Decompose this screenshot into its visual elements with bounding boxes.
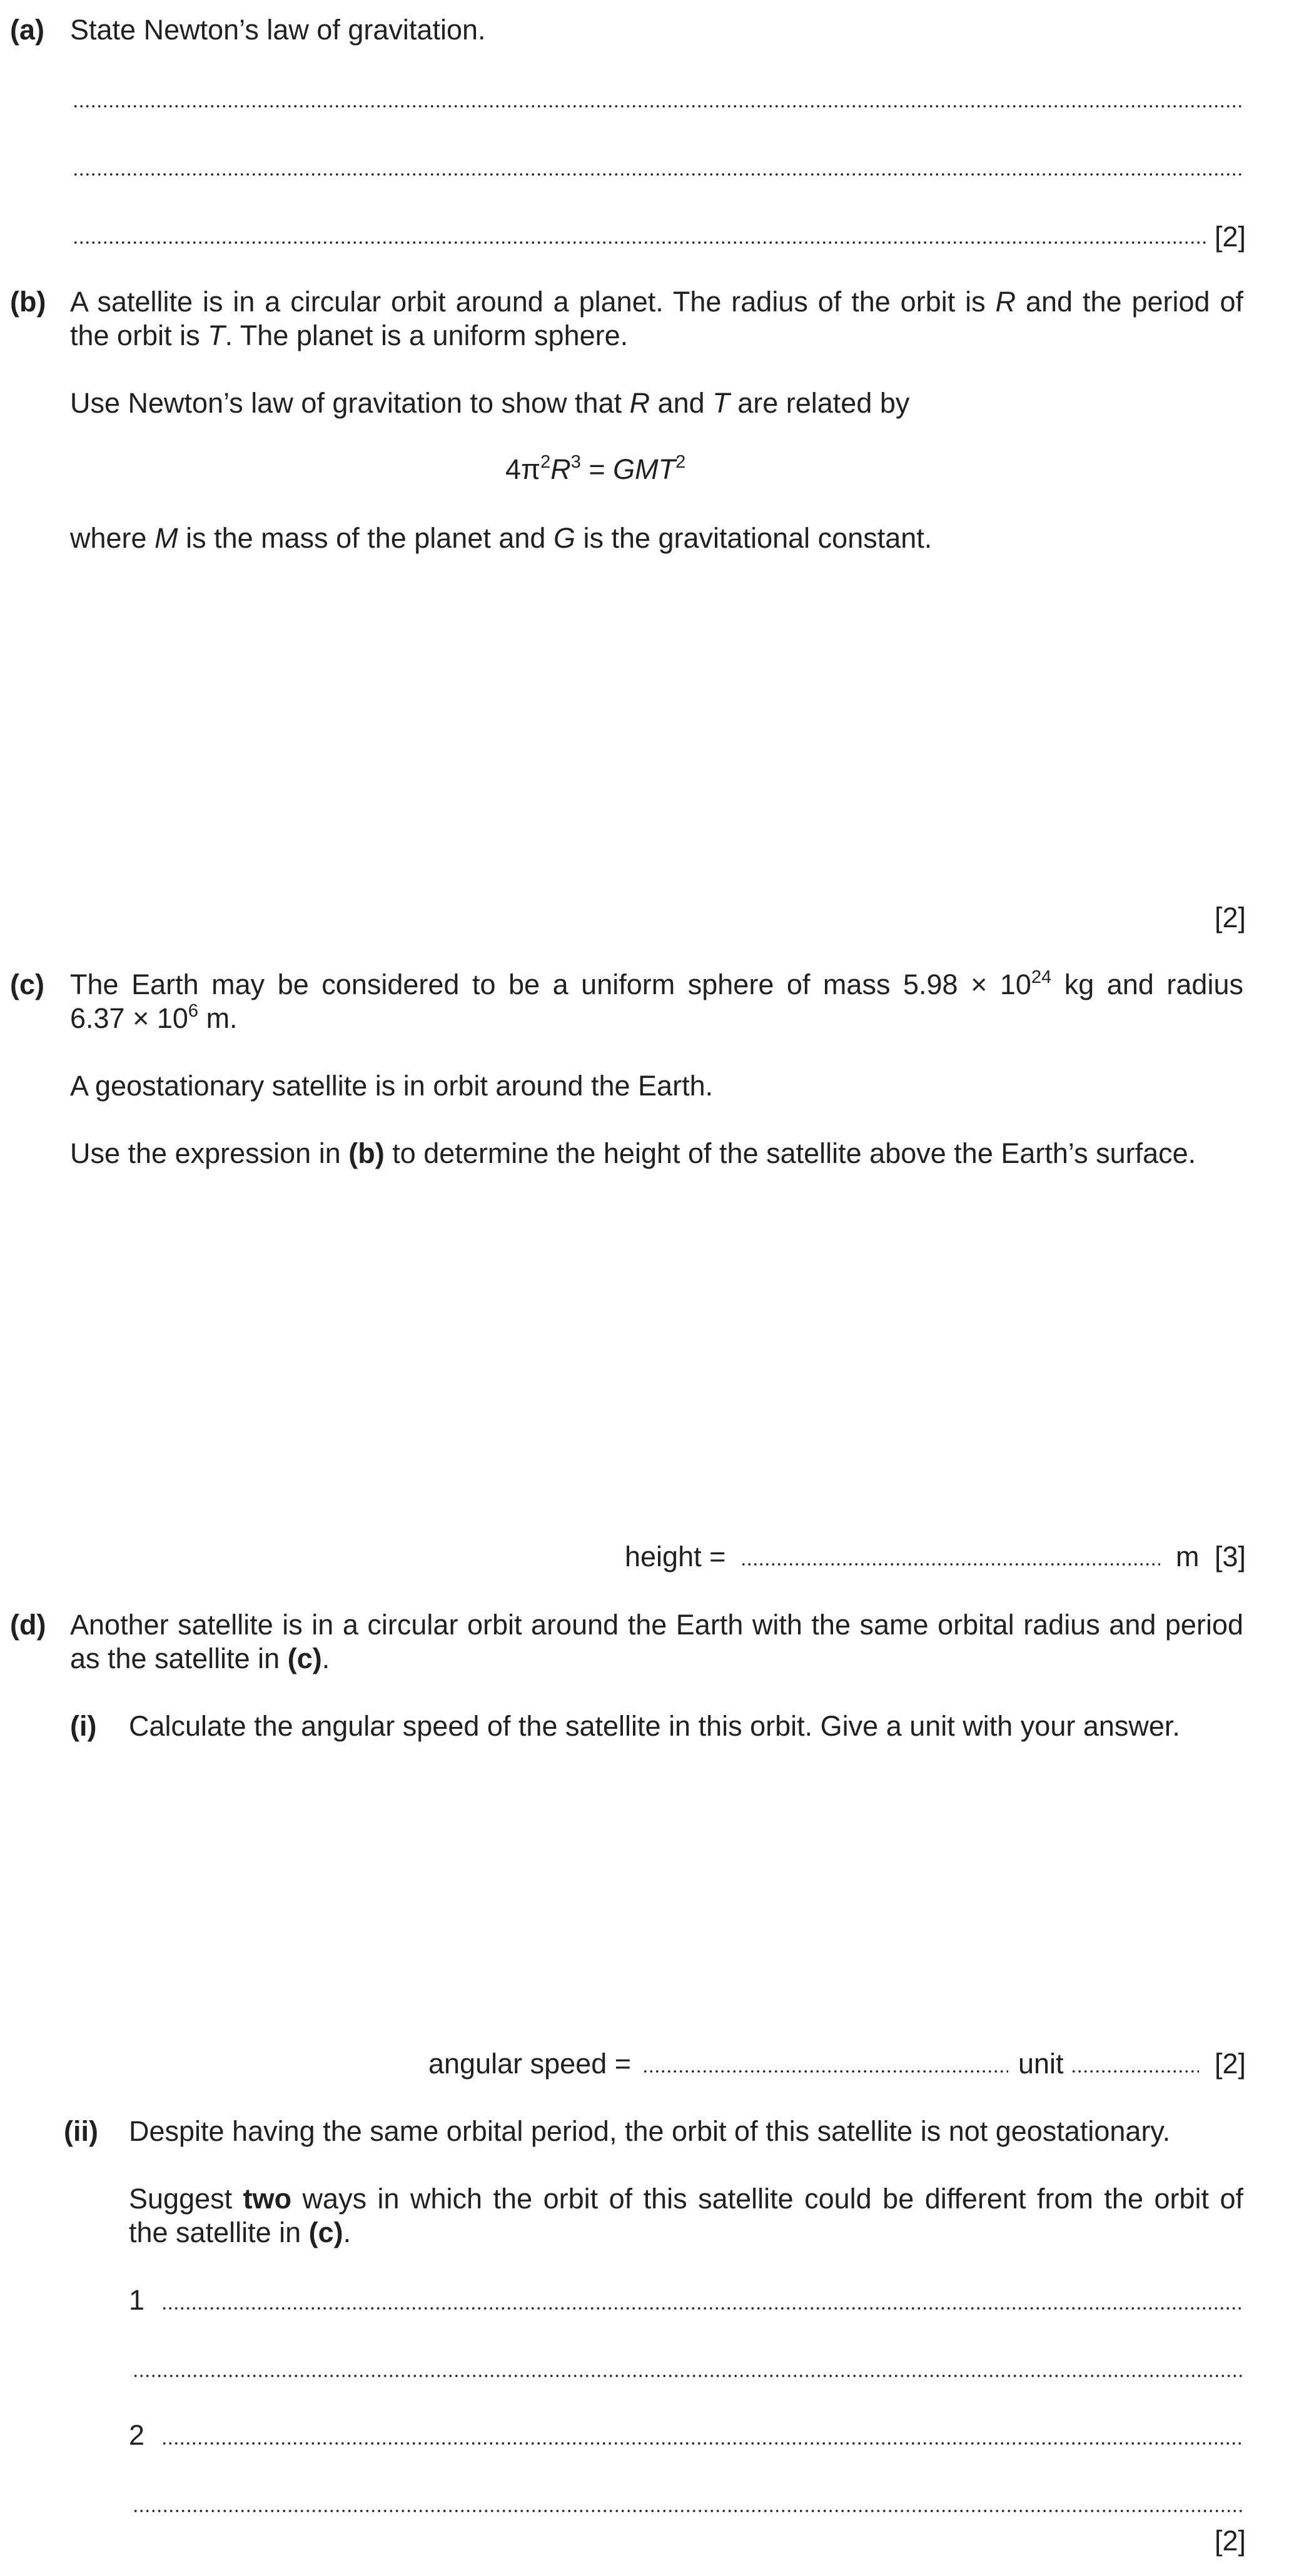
part-d-line-2: as the satellite in (c). xyxy=(70,1643,330,1674)
height-unit: m xyxy=(1176,1541,1200,1572)
part-c-line-2: $6.37 \times 10^6$ m. xyxy=(70,1001,238,1034)
part-d-label: (d) xyxy=(10,1609,46,1641)
answer-line-d-ii-2a[interactable] xyxy=(161,2442,1243,2445)
angular-speed-label: angular speed = xyxy=(428,2048,632,2080)
part-b-where-text: where M is the mass of the planet and G is the gravitational constant. xyxy=(70,522,932,554)
part-b-marks: [2] xyxy=(1215,902,1246,933)
part-a-label: (a) xyxy=(10,14,44,46)
part-d-i-marks: [2] xyxy=(1215,2048,1246,2080)
part-d-ii-marks: [2] xyxy=(1215,2525,1246,2557)
unit-label: unit xyxy=(1018,2048,1064,2080)
part-b-line-2: the orbit is T. The planet is a uniform sphere. xyxy=(70,319,629,351)
part-c-label: (c) xyxy=(10,969,44,1000)
answer-line-d-ii-2b[interactable] xyxy=(133,2509,1243,2513)
part-c-use-text: Use the expression in (b) to determine the height of the satellite above the Earth’s surface. xyxy=(70,1137,1196,1169)
answer-line-a-2[interactable] xyxy=(73,173,1243,176)
part-c-geo-text: A geostationary satellite is in orbit around the Earth. xyxy=(70,1070,714,1102)
part-d-ii-suggest-line-2: the satellite in (c). xyxy=(129,2216,351,2248)
part-d-ii-statement: Despite having the same orbital period, the orbit of this satellite is not geostationary. xyxy=(129,2115,1171,2147)
part-c-marks: [3] xyxy=(1215,1541,1246,1572)
part-d-ii-suggest-line-1: Suggest two ways in which the orbit of this satellite could be different from the orbit of xyxy=(129,2183,1243,2215)
part-d-i-question: Calculate the angular speed of the satellite in this orbit. Give a unit with your answer. xyxy=(129,1710,1180,1742)
height-answer-label: height = xyxy=(625,1541,726,1572)
answer-line-d-ii-1a[interactable] xyxy=(161,2307,1243,2310)
part-c-line-1: The Earth may be considered to be a uniform sphere of mass $5.98 \times 10^{24}$ kg and radius xyxy=(70,967,1243,1000)
part-b-line-1: A satellite is in a circular orbit around a planet. The radius of the orbit is R and the period of xyxy=(70,286,1243,318)
part-b-show-text: Use Newton’s law of gravitation to show that R and T are related by xyxy=(70,387,910,419)
answer-line-d-ii-1b[interactable] xyxy=(133,2374,1243,2378)
equation: $4\pi^2R^3 = GMT^2$ xyxy=(505,452,686,485)
height-answer-line[interactable] xyxy=(740,1562,1160,1566)
answer-line-a-3[interactable] xyxy=(73,241,1208,244)
part-b-label: (b) xyxy=(10,286,46,318)
part-a-marks: [2] xyxy=(1215,221,1246,253)
angular-speed-answer-line[interactable] xyxy=(642,2070,1008,2073)
answer-item-2-number: 2 xyxy=(129,2419,145,2451)
part-a-question: State Newton’s law of gravitation. xyxy=(70,14,486,46)
part-d-i-label: (i) xyxy=(70,1710,97,1742)
unit-answer-line[interactable] xyxy=(1071,2070,1199,2073)
part-d-ii-label: (ii) xyxy=(64,2115,98,2147)
part-d-line-1: Another satellite is in a circular orbit around the Earth with the same orbital radius and period xyxy=(70,1609,1243,1641)
answer-item-1-number: 1 xyxy=(129,2284,145,2316)
answer-line-a-1[interactable] xyxy=(73,104,1243,108)
